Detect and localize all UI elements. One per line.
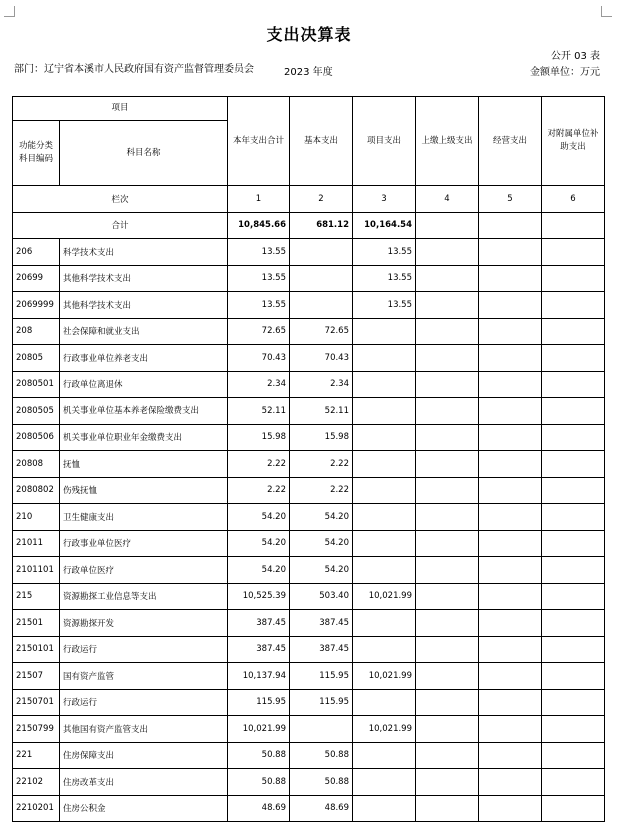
row-basic-expenditure: 2.34 [290, 371, 353, 398]
row-basic-expenditure: 70.43 [290, 345, 353, 372]
header-col4: 上缴上级支出 [416, 97, 479, 186]
row-subsidy-expenditure [542, 689, 605, 716]
row-project-expenditure [353, 398, 416, 425]
table-row [13, 424, 605, 451]
row-total-expenditure: 13.55 [228, 265, 290, 292]
row-subsidy-expenditure [542, 477, 605, 504]
row-name: 抚恤 [60, 451, 228, 478]
form-number: 公开 03 表 [550, 51, 600, 62]
row-name: 机关事业单位基本养老保险缴费支出 [60, 398, 228, 425]
row-operating-expenditure [479, 583, 542, 610]
row-project-expenditure [353, 371, 416, 398]
row-basic-expenditure [290, 239, 353, 266]
row-total-expenditure: 15.98 [228, 424, 290, 451]
row-basic-expenditure: 52.11 [290, 398, 353, 425]
row-project-expenditure: 13.55 [353, 292, 416, 319]
row-basic-expenditure: 115.95 [290, 689, 353, 716]
row-operating-expenditure [479, 371, 542, 398]
row-project-expenditure [353, 477, 416, 504]
row-project-expenditure [353, 318, 416, 345]
row-name: 科学技术支出 [60, 239, 228, 266]
expenditure-table [12, 96, 605, 822]
row-subsidy-expenditure [542, 398, 605, 425]
row-basic-expenditure: 2.22 [290, 451, 353, 478]
row-basic-expenditure: 503.40 [290, 583, 353, 610]
row-operating-expenditure [479, 424, 542, 451]
row-total-expenditure: 387.45 [228, 610, 290, 637]
table-row [13, 795, 605, 822]
row-code: 2080802 [13, 477, 60, 504]
row-basic-expenditure: 54.20 [290, 557, 353, 584]
row-name: 行政事业单位养老支出 [60, 345, 228, 372]
row-total-expenditure: 54.20 [228, 557, 290, 584]
row-name: 资源勘探开发 [60, 610, 228, 637]
header-col3: 项目支出 [353, 97, 416, 186]
row-operating-expenditure [479, 504, 542, 531]
total-col2: 681.12 [290, 212, 353, 239]
table-row [13, 451, 605, 478]
row-operating-expenditure [479, 398, 542, 425]
row-code: 21501 [13, 610, 60, 637]
total-col6 [542, 212, 605, 239]
row-project-expenditure [353, 530, 416, 557]
row-operating-expenditure [479, 292, 542, 319]
row-total-expenditure: 10,525.39 [228, 583, 290, 610]
table-row [13, 663, 605, 690]
row-operating-expenditure [479, 795, 542, 822]
row-code: 2080501 [13, 371, 60, 398]
row-basic-expenditure: 50.88 [290, 742, 353, 769]
total-col4 [416, 212, 479, 239]
row-total-expenditure: 52.11 [228, 398, 290, 425]
row-basic-expenditure: 2.22 [290, 477, 353, 504]
row-subsidy-expenditure [542, 716, 605, 743]
row-total-expenditure: 50.88 [228, 742, 290, 769]
row-code: 20808 [13, 451, 60, 478]
row-subsidy-expenditure [542, 769, 605, 796]
row-subsidy-expenditure [542, 610, 605, 637]
table-row [13, 636, 605, 663]
table-row [13, 716, 605, 743]
row-subsidy-expenditure [542, 345, 605, 372]
row-basic-expenditure: 115.95 [290, 663, 353, 690]
row-subsidy-expenditure [542, 292, 605, 319]
row-basic-expenditure [290, 292, 353, 319]
row-subsidy-expenditure [542, 451, 605, 478]
row-name: 行政运行 [60, 636, 228, 663]
row-name: 住房公积金 [60, 795, 228, 822]
column-index-2: 2 [290, 186, 353, 213]
header-item: 项目 [13, 97, 228, 121]
row-project-expenditure [353, 742, 416, 769]
row-name: 住房改革支出 [60, 769, 228, 796]
row-project-expenditure [353, 504, 416, 531]
row-total-expenditure: 13.55 [228, 239, 290, 266]
row-basic-expenditure: 387.45 [290, 636, 353, 663]
row-code: 2150701 [13, 689, 60, 716]
table-row [13, 530, 605, 557]
row-remit-expenditure [416, 292, 479, 319]
row-code: 210 [13, 504, 60, 531]
column-index-6: 6 [542, 186, 605, 213]
row-code: 2069999 [13, 292, 60, 319]
total-col3: 10,164.54 [353, 212, 416, 239]
row-remit-expenditure [416, 398, 479, 425]
column-index-5: 5 [479, 186, 542, 213]
table-row [13, 769, 605, 796]
row-remit-expenditure [416, 451, 479, 478]
fiscal-year: 2023 年度 [284, 67, 333, 78]
row-operating-expenditure [479, 769, 542, 796]
row-code: 2080505 [13, 398, 60, 425]
row-project-expenditure [353, 689, 416, 716]
row-project-expenditure [353, 345, 416, 372]
row-project-expenditure: 10,021.99 [353, 583, 416, 610]
table-row [13, 345, 605, 372]
row-subsidy-expenditure [542, 636, 605, 663]
column-index-3: 3 [353, 186, 416, 213]
row-name: 行政运行 [60, 689, 228, 716]
table-row [13, 318, 605, 345]
row-total-expenditure: 2.34 [228, 371, 290, 398]
row-subsidy-expenditure [542, 265, 605, 292]
table-row [13, 292, 605, 319]
department-label: 部门：辽宁省本溪市人民政府国有资产监督管理委员会 [14, 64, 254, 75]
row-basic-expenditure: 72.65 [290, 318, 353, 345]
row-remit-expenditure [416, 477, 479, 504]
row-total-expenditure: 48.69 [228, 795, 290, 822]
row-subsidy-expenditure [542, 371, 605, 398]
row-operating-expenditure [479, 451, 542, 478]
row-total-expenditure: 54.20 [228, 530, 290, 557]
row-subsidy-expenditure [542, 795, 605, 822]
row-project-expenditure: 10,021.99 [353, 663, 416, 690]
page-corner-mark-right [601, 6, 612, 17]
row-name: 行政事业单位医疗 [60, 530, 228, 557]
row-code: 21507 [13, 663, 60, 690]
row-subsidy-expenditure [542, 583, 605, 610]
page-corner-mark-left [4, 6, 15, 17]
row-name: 社会保障和就业支出 [60, 318, 228, 345]
row-remit-expenditure [416, 557, 479, 584]
row-remit-expenditure [416, 716, 479, 743]
row-subsidy-expenditure [542, 504, 605, 531]
column-index-4: 4 [416, 186, 479, 213]
row-code: 221 [13, 742, 60, 769]
row-project-expenditure [353, 610, 416, 637]
row-project-expenditure [353, 451, 416, 478]
row-project-expenditure [353, 769, 416, 796]
row-remit-expenditure [416, 636, 479, 663]
row-remit-expenditure [416, 424, 479, 451]
column-index-row [13, 186, 605, 213]
total-col5 [479, 212, 542, 239]
row-subsidy-expenditure [542, 742, 605, 769]
row-name: 资源勘探工业信息等支出 [60, 583, 228, 610]
total-label: 合计 [13, 212, 228, 239]
row-remit-expenditure [416, 610, 479, 637]
row-remit-expenditure [416, 371, 479, 398]
row-remit-expenditure [416, 583, 479, 610]
row-total-expenditure: 2.22 [228, 451, 290, 478]
row-basic-expenditure: 54.20 [290, 530, 353, 557]
row-operating-expenditure [479, 239, 542, 266]
row-total-expenditure: 10,021.99 [228, 716, 290, 743]
row-name: 行政单位医疗 [60, 557, 228, 584]
total-col1: 10,845.66 [228, 212, 290, 239]
table-row [13, 477, 605, 504]
row-code: 206 [13, 239, 60, 266]
row-project-expenditure [353, 636, 416, 663]
row-code: 2080506 [13, 424, 60, 451]
row-operating-expenditure [479, 318, 542, 345]
row-operating-expenditure [479, 477, 542, 504]
row-remit-expenditure [416, 345, 479, 372]
table-row [13, 371, 605, 398]
row-total-expenditure: 50.88 [228, 769, 290, 796]
row-code: 2210201 [13, 795, 60, 822]
page-title: 支出决算表 [266, 25, 352, 44]
row-code: 20699 [13, 265, 60, 292]
row-basic-expenditure: 50.88 [290, 769, 353, 796]
row-subsidy-expenditure [542, 663, 605, 690]
row-name: 机关事业单位职业年金缴费支出 [60, 424, 228, 451]
row-name: 其他科学技术支出 [60, 292, 228, 319]
row-project-expenditure: 13.55 [353, 265, 416, 292]
row-total-expenditure: 72.65 [228, 318, 290, 345]
row-project-expenditure: 10,021.99 [353, 716, 416, 743]
row-total-expenditure: 10,137.94 [228, 663, 290, 690]
table-row [13, 239, 605, 266]
row-operating-expenditure [479, 345, 542, 372]
row-total-expenditure: 13.55 [228, 292, 290, 319]
row-operating-expenditure [479, 742, 542, 769]
row-total-expenditure: 115.95 [228, 689, 290, 716]
row-operating-expenditure [479, 663, 542, 690]
row-project-expenditure [353, 795, 416, 822]
row-operating-expenditure [479, 530, 542, 557]
table-row [13, 610, 605, 637]
row-code: 215 [13, 583, 60, 610]
row-project-expenditure [353, 557, 416, 584]
table-row [13, 689, 605, 716]
row-remit-expenditure [416, 504, 479, 531]
row-code: 22102 [13, 769, 60, 796]
row-remit-expenditure [416, 663, 479, 690]
table-row [13, 265, 605, 292]
row-name: 伤残抚恤 [60, 477, 228, 504]
row-code: 2150799 [13, 716, 60, 743]
row-remit-expenditure [416, 795, 479, 822]
row-code: 2150101 [13, 636, 60, 663]
row-operating-expenditure [479, 636, 542, 663]
row-code: 21011 [13, 530, 60, 557]
row-project-expenditure [353, 424, 416, 451]
column-index-1: 1 [228, 186, 290, 213]
column-index-label: 栏次 [13, 186, 228, 213]
row-name: 行政单位离退休 [60, 371, 228, 398]
row-code: 2101101 [13, 557, 60, 584]
header-name: 科目名称 [60, 121, 228, 186]
row-operating-expenditure [479, 610, 542, 637]
header-row-1 [13, 97, 605, 121]
row-project-expenditure: 13.55 [353, 239, 416, 266]
row-name: 其他科学技术支出 [60, 265, 228, 292]
row-name: 卫生健康支出 [60, 504, 228, 531]
row-subsidy-expenditure [542, 239, 605, 266]
header-col1: 本年支出合计 [228, 97, 290, 186]
table-row [13, 557, 605, 584]
row-operating-expenditure [479, 689, 542, 716]
row-basic-expenditure [290, 265, 353, 292]
row-operating-expenditure [479, 265, 542, 292]
row-subsidy-expenditure [542, 424, 605, 451]
row-remit-expenditure [416, 530, 479, 557]
row-remit-expenditure [416, 689, 479, 716]
row-remit-expenditure [416, 769, 479, 796]
table-row [13, 504, 605, 531]
row-code: 20805 [13, 345, 60, 372]
row-subsidy-expenditure [542, 557, 605, 584]
row-operating-expenditure [479, 716, 542, 743]
table-row [13, 742, 605, 769]
row-name: 住房保障支出 [60, 742, 228, 769]
row-subsidy-expenditure [542, 318, 605, 345]
row-remit-expenditure [416, 239, 479, 266]
header-col6: 对附属单位补助支出 [542, 97, 605, 186]
row-basic-expenditure [290, 716, 353, 743]
table-row [13, 398, 605, 425]
row-basic-expenditure: 54.20 [290, 504, 353, 531]
row-total-expenditure: 54.20 [228, 504, 290, 531]
row-operating-expenditure [479, 557, 542, 584]
total-row [13, 212, 605, 239]
row-total-expenditure: 387.45 [228, 636, 290, 663]
row-code: 208 [13, 318, 60, 345]
amount-unit: 金额单位：万元 [530, 67, 600, 78]
header-code: 功能分类科目编码 [13, 121, 60, 186]
row-remit-expenditure [416, 742, 479, 769]
row-remit-expenditure [416, 318, 479, 345]
row-total-expenditure: 70.43 [228, 345, 290, 372]
row-remit-expenditure [416, 265, 479, 292]
row-basic-expenditure: 48.69 [290, 795, 353, 822]
header-col2: 基本支出 [290, 97, 353, 186]
row-name: 国有资产监管 [60, 663, 228, 690]
table-row [13, 583, 605, 610]
header-col5: 经营支出 [479, 97, 542, 186]
row-name: 其他国有资产监管支出 [60, 716, 228, 743]
row-subsidy-expenditure [542, 530, 605, 557]
row-total-expenditure: 2.22 [228, 477, 290, 504]
row-basic-expenditure: 15.98 [290, 424, 353, 451]
row-basic-expenditure: 387.45 [290, 610, 353, 637]
